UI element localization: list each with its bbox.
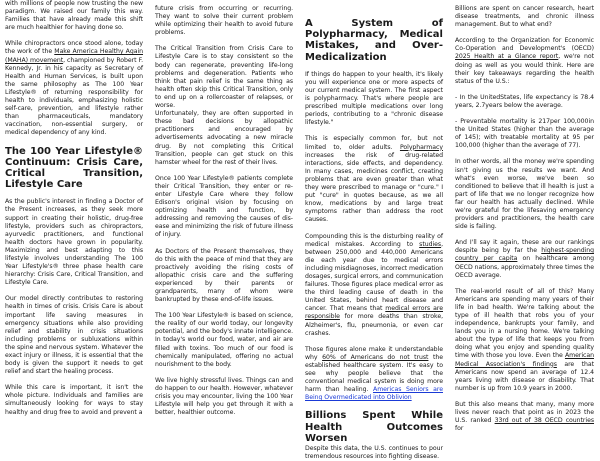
overmedicated-seniors-link[interactable]: Americas Seniors are Being Overmedicated into Oblivion [305,386,443,402]
paragraph: If things do happen to your health, it's likely you will experience one or more aspects of our current medical system. The first aspect is polypharmacy. That's where people are prescribed multiple medications over long periods, contributing to a "chronic disease lifestyle." [305,70,443,127]
paragraph: Compounding this is the disturbing reality of medical mistakes. According to studies, between 250,000 and 440,000 Americans die each year due to medical errors including misdiagnoses, incorrect medication dosages, surgical errors, and communication failures. Those figures place medical error as the third leading cause of death in the United States, behind heart disease and cancer. That means that medical errors are responsible for more deaths than stroke, Alzheimer's, flu, pneumonia, or even car crashes. [305,232,443,337]
paragraph: The Critical Transition from Crisis Care to Lifestyle Care is to stay consistent so the body can regenerate, preventing life-long problems and degeneration. Patients who think that pain relief is the same thing as health often skip this Critical Transition, only to end up on a rollercoaster of relapses, or worse. [155,45,293,110]
ama-findings-link[interactable]: American Medical Association's findings [455,352,594,368]
paragraph: While chiropractors once stood alone, today the work of the Make America Healthy Again (MAHA) movement, championed by Robert F. Kennedy, Jr. in his capacity as Secretary of Health and Human Services, is built upon the same philosophy as The 100 Year Lifestyle® of returning responsibility for health to individuals, emphasizing holistic self-care, prevention, and lifestyle rather than pharmaceuticals, mandatory vaccination, non-essential surgery, or medical dependency of any kind. [5,40,144,137]
paragraph: In other words, all the money we're spending isn't giving us the results we want. And what's even worse, we've been so conditioned to believe that ill health is just a part of life that we no longer recognize how far our health has actually declined. While we're grateful for the lifesaving emergency providers and practitioners, the health care side is failing. [455,158,594,231]
oecd-report-link[interactable]: 2025 Health at a Glance report [455,53,559,61]
paragraph: Once 100 Year Lifestyle® patients complete their Critical Transition, they enter or re-enter Lifestyle Care where they follow Edison's original vision by focusing on optimizing health and function, by addressing and removing the causes of dis-ease and minimizing the risk of future illness of injury. [155,174,293,239]
medical-errors-link[interactable]: medical errors are responsible [305,305,443,321]
paragraph: future crisis from occurring or recurring. They want to solve their current problem while optimizing their health to avoid future problems. [155,5,293,37]
paragraph: This is especially common for, but not limited to, older adults. Polypharmacy increases the risk of drug-related interactions, side effects, and dependency. In many cases, medicines conflict, creating problems that are even greater than what they were prescribed to manage or "cure." I put "cure" in quotes because, as we all know, medications by and large treat symptoms rather than address the root causes. [305,135,443,224]
article-column-1 [5,0,143,417]
paragraph: And I'll say it again, these are our rankings despite being by far the highest-spending country per capita on healthcare among OECD nations, approximately three times the OECD average. [455,239,594,279]
paragraph: Those figures alone make it understandable why 60% of Americans do not trust the established healthcare system. It's easy to see why people believe that the conventional medical system is doing more harm than healing. Americas Seniors are Being Overmedicated into Oblivion [305,345,443,402]
bullet-item: - Preventable mortality is 217per 100,000in the United States (higher than the average of 145); with treatable mortality at 95 per 100,000 (higher than the average of 77). [455,118,594,150]
polypharmacy-link[interactable]: Polypharmacy [399,143,443,151]
section-heading-continuum: The 100 Year Lifestyle® Continuum: Crisis Care, Critical Transition, Lifestyle Care [5,145,143,191]
paragraph: Billions are spent on cancer research, heart disease treatments, and chronic illness management. But to what end? [455,5,594,29]
paragraph: As the public's interest in finding a Doctor of the Present increases, as they seek more support in creating their holistic, drug-free lifestyle, providers such as chiropractors, ayurvedic practitioners, and functional health doctors have grown in popularity. Maximizing and best adapting to this lifestyle involves understanding The 100 Year Lifestyle's® three phase health care hierarchy: Crisis Care, Critical Transition, and Lifestyle Care. [5,198,143,287]
paragraph: Despite this data, the U.S. continues to pour tremendous resources into fighting disease. [305,444,443,461]
article-column-4 [455,5,594,433]
section-heading-billions-spent: Billions Spent While Health Outcomes Worsen [305,410,443,444]
trust-statistic-link[interactable]: 60% of Americans do not trust [322,353,429,361]
maha-movement-link[interactable]: Make America Healthy Again (MAHA) movement [5,48,143,64]
highest-spending-link[interactable]: highest-spending country per capita [455,247,594,263]
paragraph: with millions of people now trusting the new paradigm. We raised our family this way. Families that have already made this shift are much healthier for having done so. [5,0,143,32]
studies-link[interactable]: studies [419,240,442,248]
bullet-item: - In the UnitedStates, life expectancy is 78.4 years, 2.7years below the average. [455,93,594,109]
paragraph: Unfortunately, they are often supported in these bad decisions by allopathic practitioners and encouraged by advertisements advocating a new miracle drug. By not completing this Critical Transition, people can get stuck on this hamster wheel for the rest of their lives. [155,110,293,166]
article-column-3 [305,14,443,461]
paragraph: We live highly stressful lives. Things can and do happen to our health. However, whatever crisis you may encounter, living the 100 Year Lifestyle will help you get through it with a better, healthier outcome. [155,376,293,417]
paragraph: As Doctors of the Present themselves, they do this with the peace of mind that they are proactively avoiding the rising costs of allopathic crisis care and the suffering experienced by their parents or grandparents, many of whom were bankrupted by these end-of-life issues. [155,247,293,304]
paragraph: According to the Organization for Economic Co-Operation and Development's (OECD) 2025 Health at a Glance report, we're not doing as well as you would think. Here are their key takeaways regarding the health status of the U.S.: [455,37,594,85]
article-column-2 [155,5,293,417]
section-heading-polypharmacy: A System of Polypharmacy, Medical Mistakes, and Over-Medicalization [305,18,443,63]
paragraph: The 100 Year Lifestyle® is based on science, the reality of our world today, our longevity potential, and the body's innate intelligence. In today's world our food, water, and air are filled with toxins. Too much of our food is chemically manipulated, offering no actual nourishment to the body. [155,312,293,368]
paragraph: While this care is important, it isn't the whole picture. Individuals and families are simultaneously looking for ways to stay healthy and drug free to avoid and prevent a [5,384,143,416]
paragraph: The real-world result of all of this? Many Americans are spending many years of their life in bad health. We're talking about the type of ill health that robs you of your independence, bankrupts your family, and lands you in a nursing home. We're talking about the type of life that keeps you from doing what you enjoy and spending quality time with those you love. Even the American Medical Association's findings are that Americans now spend an average of 12.4 years living with disease or disability. That number is up from 10.9 years in 2000. [455,287,594,392]
paragraph: But this also means that many, many more lives never reach that point as in 2023 the U.S. ranked 33rd out of 38 OECD countries for [455,400,595,433]
paragraph: Our model directly contributes to restoring health in times of crisis. Crisis Care is about important life saving measures in emergency situations while also providing relief and stability in crisis situations including problems or subluxations within the spine and nervous system. Whatever the exact injury or illness, it is essential that the body is given the support it needs to get relief and start the healing process. [5,295,143,376]
oecd-ranking-link[interactable]: 33rd out of 38 OECD countries [494,417,595,425]
